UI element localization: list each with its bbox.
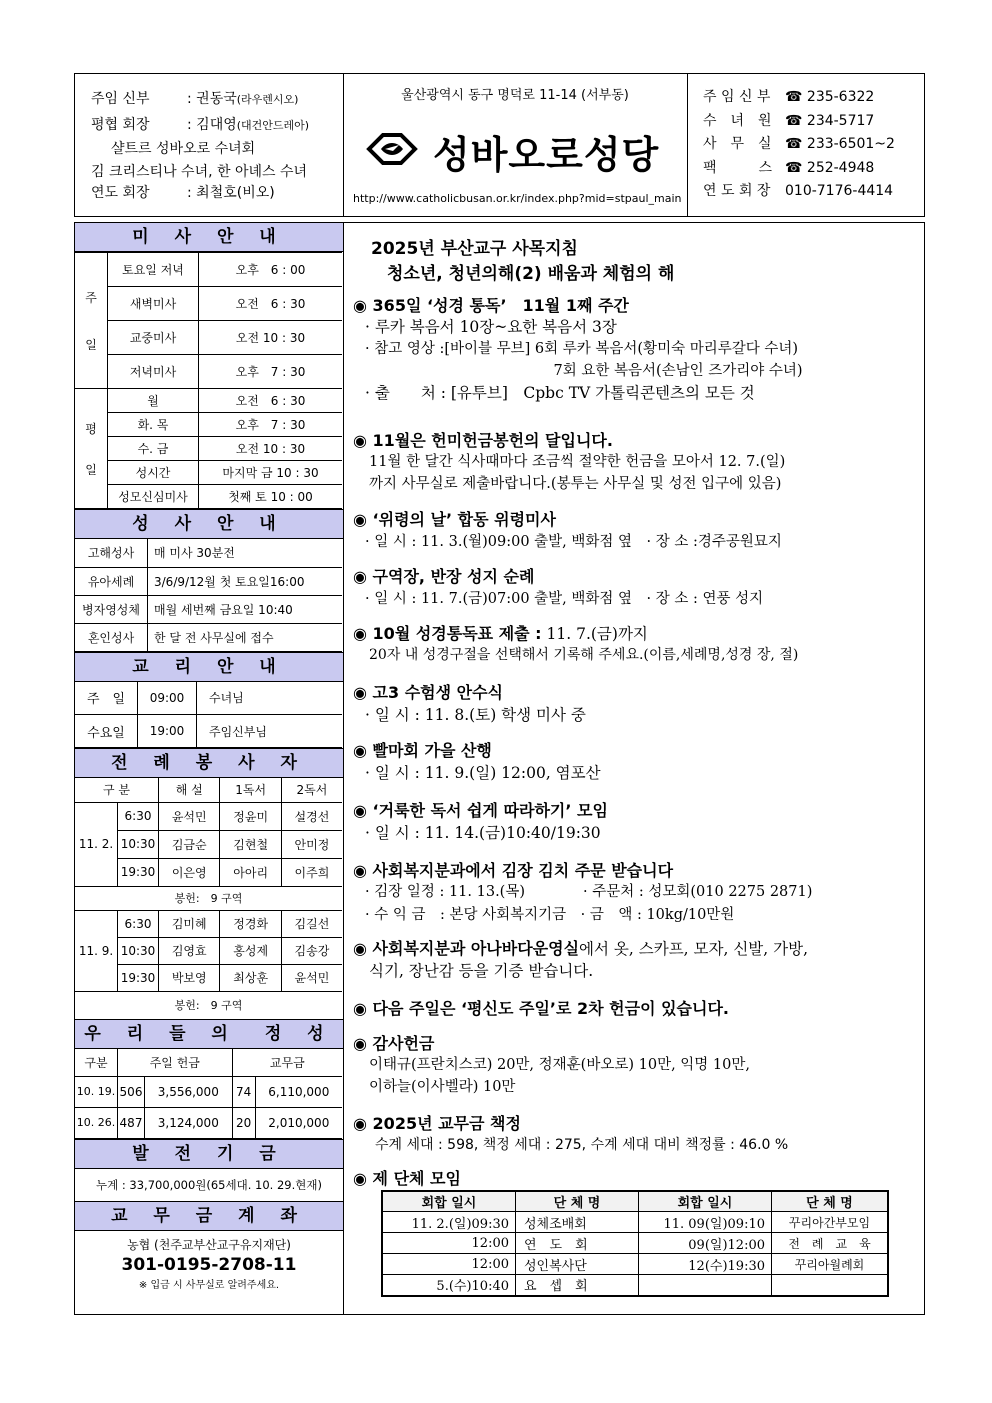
table-cell: 오전 6 : 30 [199, 287, 343, 321]
table-cell: 12(수)19:30 [639, 1254, 772, 1275]
table-cell: 6:30 [118, 910, 159, 937]
table-cell: 김현철 [220, 830, 281, 858]
bullet-icon: ◉ [353, 861, 367, 880]
table-cell: 설경선 [281, 802, 342, 830]
table-cell: 11. 2.(일)09:30 [382, 1212, 516, 1233]
diocese-title: 2025년 부산교구 사목지침 [371, 239, 578, 259]
table-row [75, 623, 342, 651]
table-row [75, 321, 342, 355]
news-column [343, 223, 924, 1314]
table-cell: 병자영성체 [75, 595, 148, 623]
table-row [75, 1049, 342, 1076]
phone-icon: ☎ [785, 112, 803, 129]
header-left [75, 74, 344, 216]
region-line: 연도 회장 : 최철호(비오) [91, 185, 275, 201]
table-cell: 3,124,000 [145, 1107, 233, 1138]
table-cell: 구 분 [75, 778, 159, 802]
news-item: ◉ 2025년 교무금 책정 수계 세대 : 598, 책정 세대 : 275, 수계 세대 대비 책정률 : 46.0 % [353, 1114, 789, 1153]
table-row [75, 539, 342, 567]
news-item: ◉ 감사헌금 이태규(프란치스코) 20만, 정재훈(바오로) 10만, 익명 10만, 이하늘(이사벨라) 10만 [353, 1034, 750, 1095]
table-cell: 김길선 [281, 910, 342, 937]
table-cell [639, 1275, 772, 1296]
bullet-icon: ◉ [353, 999, 367, 1018]
table-cell: 해 설 [159, 778, 220, 802]
bullet-icon: ◉ [353, 431, 367, 450]
table-row [75, 910, 342, 937]
table-cell: 09(일)12:00 [639, 1233, 772, 1254]
table-cell: 윤석민 [159, 802, 220, 830]
table-cell: 2독서 [281, 778, 342, 802]
table-cell: 11. 09(일)09:10 [639, 1212, 772, 1233]
table-row [75, 389, 342, 413]
council-name: 김대영 [196, 117, 237, 133]
offerings-header: 우 리 들 의 정 성 [75, 1019, 343, 1049]
table-cell: 오후 7 : 30 [199, 413, 343, 437]
table-cell: 주 일 [75, 682, 138, 715]
table-row [382, 1191, 888, 1212]
table-cell: 한 달 전 사무실에 접수 [148, 623, 343, 651]
news-item: ◉ 10월 성경통독표 제출 : 11. 7.(금)까지 20자 내 성경구절을 선택해서 기록해 주세요.(이름,세례명,성경 장, 절) [353, 624, 799, 663]
table-cell: 09:00 [138, 682, 197, 715]
bullet-icon: ◉ [353, 939, 367, 958]
table-row [382, 1212, 888, 1233]
table-row [75, 355, 342, 389]
table-cell: 3/6/9/12월 첫 토요일16:00 [148, 567, 343, 595]
news-item: ◉ 고3 수험생 안수식 · 일 시 : 11. 8.(토) 학생 미사 중 [353, 683, 586, 724]
account-number: 301-0195-2708-11 [121, 1254, 297, 1275]
table-cell: 487 [118, 1107, 145, 1138]
table-cell: 오전 10 : 30 [199, 437, 343, 461]
table-cell: 토요일 저녁 [108, 253, 199, 287]
table-row [75, 287, 342, 321]
table-cell: 수요일 [75, 715, 138, 748]
table-cell: 요 셉 회 [516, 1275, 639, 1296]
table-cell: 5.(수)10:40 [382, 1275, 516, 1296]
table-cell: 10. 19. [75, 1076, 118, 1107]
table-cell: 6:30 [118, 802, 159, 830]
table-row [75, 595, 342, 623]
table-cell: 안미정 [281, 830, 342, 858]
table-cell: 1독서 [220, 778, 281, 802]
contact-row: 수 녀 원 ☎ 234-5717 [703, 112, 875, 129]
table-row [75, 567, 342, 595]
pastor-label: 주임 신부 [91, 91, 150, 107]
table-cell: 교중미사 [108, 321, 199, 355]
fund-header: 발 전 기 금 [75, 1139, 343, 1169]
table-cell: 홍성제 [220, 937, 281, 964]
table-cell: 새벽미사 [108, 287, 199, 321]
nuns-names: 김 크리스티나 수녀, 한 아녜스 수녀 [91, 164, 308, 180]
news-item: ◉ 11월은 헌미헌금봉헌의 달입니다. 11월 한 달간 식사때마다 조금씩 절약한 헌금을 모아서 12. 7.(일) 까지 사무실로 제출바랍니다.(봉투는 사무실 및 성전 입구에 있음) [353, 431, 786, 492]
table-cell: 이주희 [281, 858, 342, 886]
table-cell: 12:00 [382, 1233, 516, 1254]
table-cell: 김영효 [159, 937, 220, 964]
table-cell: 오후 6 : 00 [199, 253, 343, 287]
table-row [382, 1233, 888, 1254]
table-cell: 6,110,000 [255, 1076, 342, 1107]
table-cell: 주임신부님 [197, 715, 343, 748]
catechism-table [75, 682, 342, 749]
table-cell: 첫째 토 10 : 00 [199, 485, 343, 509]
table-cell: 10:30 [118, 937, 159, 964]
table-row [75, 413, 342, 437]
table-cell: 마지막 금 10 : 30 [199, 461, 343, 485]
bullet-icon: ◉ [353, 296, 367, 315]
table-row [75, 991, 342, 1019]
contact-row: 주 임 신 부 ☎ 235-6322 [703, 89, 875, 105]
table-cell: 박보영 [159, 964, 220, 991]
account-header: 교 무 금 계 좌 [75, 1201, 343, 1231]
table-row [75, 253, 342, 287]
table-row [75, 1107, 342, 1138]
bullet-icon: ◉ [353, 510, 367, 529]
account-bank: 농협 (천주교부산교구유지재단) [127, 1237, 291, 1252]
table-row [382, 1275, 888, 1296]
bullet-icon: ◉ [353, 567, 367, 586]
table-cell: 수. 금 [108, 437, 199, 461]
table-cell: 정경화 [220, 910, 281, 937]
table-cell: 19:00 [138, 715, 197, 748]
sacrament-header: 성 사 안 내 [75, 509, 343, 539]
nuns-group: 샬트르 성바오로 수녀회 [111, 141, 256, 157]
news-item: ◉ 사회복지분과 아나바다운영실에서 옷, 스카프, 모자, 신발, 가방, 식기, 장난감 등을 기증 받습니다. [353, 939, 808, 980]
table-cell: 꾸리아간부모임 [772, 1212, 889, 1233]
table-cell: 20 [232, 1107, 255, 1138]
region-name: 최철호(비오) [196, 185, 275, 201]
table-cell: 최상훈 [220, 964, 281, 991]
bullet-icon: ◉ [353, 683, 367, 702]
table-cell: 10. 26. [75, 1107, 118, 1138]
table-cell: 매 미사 30분전 [148, 539, 343, 567]
table-cell: 저녁미사 [108, 355, 199, 389]
fund-total: 누계 : 33,700,000원(65세대. 10. 29.현재) [96, 1177, 322, 1192]
church-url[interactable]: http://www.catholicbusan.or.kr/index.php?mid=stpaul_main [353, 192, 682, 205]
table-cell [772, 1275, 889, 1296]
table-cell: 회합 일시 [639, 1191, 772, 1212]
weekday-label: 평 일 [75, 389, 108, 509]
news-item: ◉ 사회복지분과에서 김장 김치 주문 받습니다 · 김장 일정 : 11. 13.(목) · 주문처 : 성모회(010 2275 2871) · 수 익 금 : 본당 사회복지기금 · 금 액 : 10kg/10만원 [353, 861, 813, 923]
table-cell: 오전 10 : 30 [199, 321, 343, 355]
table-row [75, 886, 342, 910]
pastor-saint: (라우렌시오) [236, 93, 299, 106]
table-cell: 단 체 명 [516, 1191, 639, 1212]
table-cell: 구분 [75, 1049, 118, 1076]
table-cell: 19:30 [118, 858, 159, 886]
council-line: 평협 회장 : 김대영(대건안드레아) [91, 117, 310, 133]
council-saint: (대건안드레아) [236, 119, 310, 132]
bullet-icon: ◉ [353, 741, 367, 760]
table-cell: 74 [232, 1076, 255, 1107]
table-cell: 회합 일시 [382, 1191, 516, 1212]
table-cell: 10:30 [118, 830, 159, 858]
table-cell: 성인복사단 [516, 1254, 639, 1275]
news-item: ◉ 제 단체 모임 [353, 1169, 461, 1188]
news-item: ◉ 365일 ‘성경 통독’ 11월 1째 주간 · 루카 복음서 10장~요한 복음서 3장 · 참고 영상 :[바이블 무브] 6회 루카 복음서(황미숙 마리루갈다 수녀) 7회 요한 복음서(손남인 즈가리야 수녀) · 출 처 : [유투브] Cpbc TV 가톨릭콘텐츠의 모든 것 [353, 296, 803, 402]
table-row [75, 715, 342, 748]
sunday-label: 주 일 [75, 253, 108, 389]
servers-header: 전 례 봉 사 자 [75, 748, 343, 778]
table-cell: 단 체 명 [772, 1191, 889, 1212]
table-cell: 김금순 [159, 830, 220, 858]
table-cell: 월 [108, 389, 199, 413]
bullet-icon: ◉ [353, 1114, 367, 1133]
table-cell: 정윤미 [220, 802, 281, 830]
pastor-name: 권동국 [196, 91, 237, 107]
pastor-line: 주임 신부 : 권동국(라우렌시오) [91, 91, 299, 107]
table-cell: 김송강 [281, 937, 342, 964]
table-cell: 19:30 [118, 964, 159, 991]
table-cell: 연 도 회 [516, 1233, 639, 1254]
news-item: ◉ 구역장, 반장 성지 순례 · 일 시 : 11. 7.(금)07:00 출발, 백화점 옆 · 장 소 : 연풍 성지 [353, 567, 764, 607]
table-cell: 성시간 [108, 461, 199, 485]
news-item: ◉ 다음 주일은 ‘평신도 주일’로 2차 헌금이 있습니다. [353, 999, 730, 1018]
table-cell: 매월 세번째 금요일 10:40 [148, 595, 343, 623]
table-cell: 화. 목 [108, 413, 199, 437]
meetings-table [381, 1190, 889, 1297]
header-center [343, 74, 688, 216]
table-cell: 봉헌: 9 구역 [75, 991, 342, 1019]
news-item: ◉ ‘위령의 날’ 합동 위령미사 · 일 시 : 11. 3.(월)09:00 출발, 백화점 옆 · 장 소 :경주공원묘지 [353, 510, 782, 550]
header-contacts [687, 74, 924, 216]
table-row [75, 802, 342, 830]
table-cell: 2,010,000 [255, 1107, 342, 1138]
table-cell: 꾸리아월례회 [772, 1254, 889, 1275]
main-frame [74, 222, 925, 1315]
phone-icon: ☎ [785, 136, 803, 152]
table-cell: 성체조배회 [516, 1212, 639, 1233]
table-cell: 혼인성사 [75, 623, 148, 651]
table-cell: 12:00 [382, 1254, 516, 1275]
contact-row: 연 도 회 장 010-7176-4414 [703, 183, 894, 199]
table-cell: 성모신심미사 [108, 485, 199, 509]
table-cell: 아아리 [220, 858, 281, 886]
left-column [75, 223, 344, 1314]
table-row [75, 1076, 342, 1107]
sacrament-table [75, 539, 342, 652]
table-cell: 교무금 [232, 1049, 342, 1076]
phone-icon: ☎ [785, 159, 803, 176]
table-cell: 오전 6 : 30 [199, 389, 343, 413]
contact-row: 사 무 실 ☎ 233-6501~2 [703, 136, 895, 152]
contact-row: 팩 스 ☎ 252-4948 [703, 159, 875, 176]
table-row [75, 778, 342, 802]
phone-icon: ☎ [785, 89, 803, 105]
table-row [75, 485, 342, 509]
table-cell: 윤석민 [281, 964, 342, 991]
table-row [75, 461, 342, 485]
church-address: 울산광역시 동구 명덕로 11-14 (서부동) [401, 88, 629, 103]
bullet-icon: ◉ [353, 624, 367, 643]
servers-table [75, 778, 342, 1019]
table-cell: 11. 2. [75, 802, 118, 886]
mass-header: 미 사 안 내 [75, 223, 343, 252]
council-label: 평협 회장 [91, 117, 150, 133]
table-cell: 11. 9. [75, 910, 118, 991]
table-cell: 봉헌: 9 구역 [75, 886, 342, 910]
region-label: 연도 회장 [91, 185, 150, 201]
table-row [382, 1254, 888, 1275]
header-box [74, 73, 925, 217]
table-cell: 김미혜 [159, 910, 220, 937]
news-item: ◉ 빨마회 가을 산행 · 일 시 : 11. 9.(일) 12:00, 염포산 [353, 741, 601, 782]
diocese-subtitle: 청소년, 청년의해(2) 배움과 체험의 해 [387, 264, 675, 284]
catechism-header: 교 리 안 내 [75, 652, 343, 682]
table-row [75, 437, 342, 461]
table-cell: 3,556,000 [145, 1076, 233, 1107]
table-cell: 수녀님 [197, 682, 343, 715]
mass-table [75, 252, 342, 509]
table-cell: 이은영 [159, 858, 220, 886]
table-cell: 주일 헌금 [118, 1049, 233, 1076]
church-logo [363, 129, 421, 169]
bullet-icon: ◉ [353, 801, 367, 820]
account-note: ※ 입금 시 사무실로 알려주세요. [138, 1279, 280, 1291]
table-cell: 고해성사 [75, 539, 148, 567]
church-name: 성바오로성당 [433, 133, 660, 177]
bullet-icon: ◉ [353, 1034, 367, 1053]
offerings-table [75, 1049, 342, 1139]
table-cell: 506 [118, 1076, 145, 1107]
table-cell: 유아세례 [75, 567, 148, 595]
news-item: ◉ ‘거룩한 독서 쉽게 따라하기’ 모임 · 일 시 : 11. 14.(금)10:40/19:30 [353, 801, 608, 842]
bullet-icon: ◉ [353, 1169, 367, 1188]
table-row [75, 682, 342, 715]
table-cell: 오후 7 : 30 [199, 355, 343, 389]
table-cell: 전 례 교 육 [772, 1233, 889, 1254]
